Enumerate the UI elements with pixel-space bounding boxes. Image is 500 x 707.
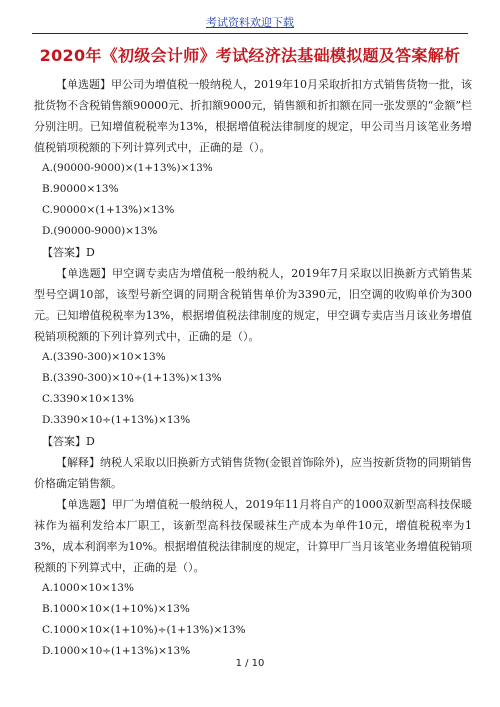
question-1-option-a: A.(90000-9000)×(1+13%)×13% [42, 162, 213, 174]
question-2-explanation: 【解释】纳税人采取以旧换新方式销售货物(金银首饰除外)，应当按新货物的同期销售价格确定销售额。 [34, 456, 472, 490]
question-2-option-a: A.(3390-300)×10×13% [42, 351, 166, 363]
question-1-stem: 【单选题】甲公司为增值税一般纳税人，2019年10月采取折扣方式销售货物一批，该批货物不含税销售额90000元、折扣额9000元，销售额和折扣额在同一张发票的“金额”栏分别注明。已知增值税税率为13%，根据增值税法律制度的规定，甲公司当月该笔业务增值税销项税额的下列计算列式中，正确的是（）。 [34, 78, 472, 154]
question-3-option-a: A.1000×10×13% [42, 582, 134, 594]
question-2-option-c: C.3390×10×13% [42, 393, 135, 405]
question-1-option-d: D.(90000-9000)×13% [42, 225, 158, 237]
page-number: 1 / 10 [235, 658, 265, 669]
document-body [34, 74, 472, 662]
question-3-stem: 【单选题】甲厂为增值税一般纳税人，2019年11月将自产的1000双新型高科技保暖袜作为福利发给本厂职工，该新型高科技保暖袜生产成本为单件10元，增值税税率为13%，成本利润率为10%。根据增值税法律制度的规定，计算甲厂当月该笔业务增值税销项税额的下列算式中，正确的是（）。 [34, 498, 472, 574]
header-download-link[interactable]: 考试资料欢迎下载 [206, 16, 294, 29]
question-2-answer: 【答案】D [42, 435, 95, 448]
question-3-option-d: D.1000×10÷(1+13%)×13% [42, 645, 191, 657]
question-2-option-b: B.(3390-300)×10÷(1+13%)×13% [42, 372, 222, 384]
question-1-option-b: B.90000×13% [42, 183, 119, 195]
question-3-option-b: B.1000×10×(1+10%)×13% [42, 603, 190, 615]
question-3-option-c: C.1000×10×(1+10%)÷(1+13%)×13% [42, 624, 246, 636]
question-2-stem: 【单选题】甲空调专卖店为增值税一般纳税人，2019年7月采取以旧换新方式销售某型号空调10部，该型号新空调的同期含税销售单价为3390元，旧空调的收购单价为300元。已知增值税税率为13%，根据增值税法律制度的规定，甲空调专卖店当月该业务增值税销项税额的下列计算列式中，正确的是（）。 [34, 267, 472, 343]
question-1-answer: 【答案】D [42, 246, 95, 259]
question-2-option-d: D.3390×10÷(1+13%)×13% [42, 414, 191, 426]
header-divider [32, 33, 468, 34]
question-1-option-c: C.90000×(1+13%)×13% [42, 204, 175, 216]
page-title: 2020年《初级会计师》考试经济法基础模拟题及答案解析 [39, 46, 461, 65]
